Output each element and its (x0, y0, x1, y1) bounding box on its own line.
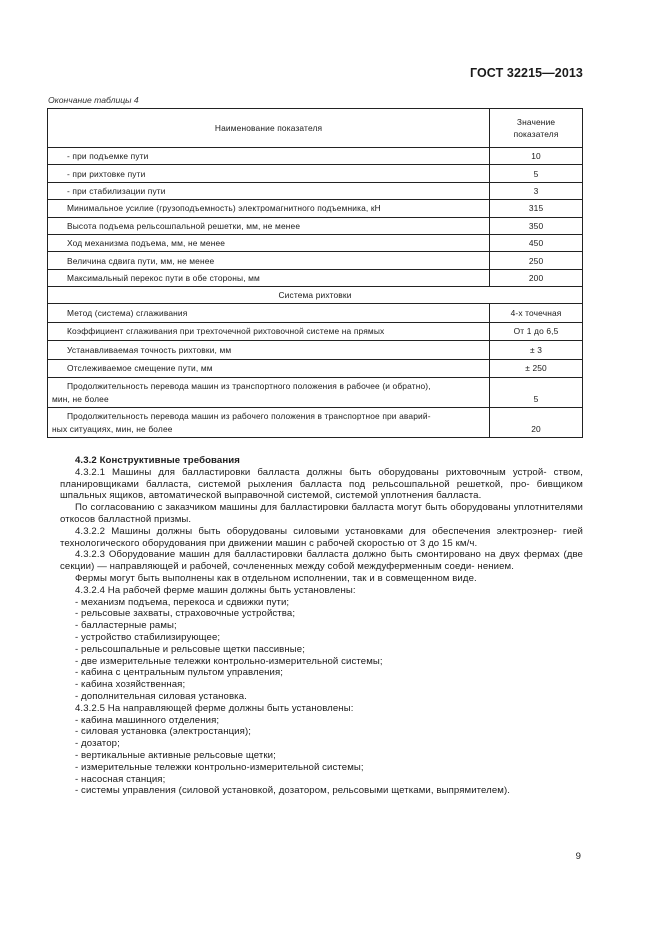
table-row (48, 182, 583, 199)
parameter-value: 200 (490, 269, 583, 286)
parameter-name: Минимальное усилие (грузоподъемность) электромагнитного подъемника, кН (48, 200, 490, 217)
parameter-value: 450 (490, 234, 583, 251)
list-item: - вертикальные активные рельсовые щетки; (75, 749, 276, 761)
parameter-value: 5 (490, 165, 583, 182)
column-header-value (490, 109, 583, 148)
table-row (48, 269, 583, 286)
parameter-value: 4-х точечная (490, 304, 583, 323)
table-row (48, 341, 583, 360)
list-item: - рельсовые захваты, страховочные устройства; (75, 608, 296, 620)
paragraph: 4.3.2.5 На направляющей ферме должны быть установлены: (75, 702, 354, 714)
table-row (48, 165, 583, 182)
table-caption: Окончание таблицы 4 (48, 95, 139, 105)
list-item: - насосная станция; (75, 773, 166, 785)
list-item: - балластерные рамы; (75, 620, 177, 632)
list-item: - рельсошпальные и рельсовые щетки пассивные; (75, 643, 305, 655)
parameter-value: 10 (490, 148, 583, 165)
parameter-name: Метод (система) сглаживания (48, 304, 490, 323)
parameter-name-line2: мин, не более (52, 393, 109, 404)
parameter-name: Устанавливаемая точность рихтовки, мм (48, 341, 490, 360)
list-item: - устройство стабилизирующее; (75, 631, 221, 643)
parameter-value: 315 (490, 200, 583, 217)
parameter-name: Максимальный перекос пути в обе стороны, мм (48, 269, 490, 286)
list-item: - кабина хозяйственная; (75, 679, 186, 691)
table-row (48, 200, 583, 217)
parameter-name: Ход механизма подъема, мм, не менее (48, 234, 490, 251)
paragraph: Фермы могут быть выполнены как в отдельном исполнении, так и в совмещенном виде. (75, 572, 477, 584)
parameter-name: Коэффициент сглаживания при трехточечной рихтовочной системе на прямых (48, 322, 490, 341)
parameter-name: - при рихтовке пути (48, 165, 490, 182)
paragraph: 4.3.2.2 Машины должны быть оборудованы силовыми установками для обеспечения электроэнер- гией технологического оборудования при движении машин с рабочей скоростью от 3 до 15 км/ч. (60, 525, 583, 549)
paragraph: 4.3.2.4 На рабочей ферме машин должны быть установлены: (75, 584, 356, 596)
parameter-value: ± 3 (490, 341, 583, 360)
parameter-name (48, 378, 490, 408)
body-text (60, 455, 583, 797)
parameter-name: Отслеживаемое смещение пути, мм (48, 359, 490, 378)
document-id: ГОСТ 32215—2013 (469, 66, 583, 80)
table-row (48, 217, 583, 234)
list-item: - дополнительная силовая установка. (75, 690, 247, 702)
table-row (48, 148, 583, 165)
page-number: 9 (575, 851, 581, 862)
table-row (48, 234, 583, 251)
list-item: - кабина машинного отделения; (75, 714, 220, 726)
parameter-name (48, 408, 490, 438)
parameter-name: - при подъемке пути (48, 148, 490, 165)
parameter-value: 250 (490, 252, 583, 269)
list-item: - две измерительные тележки контрольно-измерительной системы; (75, 655, 383, 667)
guiding-farm-list (60, 715, 583, 798)
parameter-name-line2: ных ситуациях, мин, не более (52, 423, 173, 434)
column-header-name: Наименование показателя (48, 109, 490, 148)
list-item: - кабина с центральным пультом управления; (75, 667, 284, 679)
list-item: - системы управления (силовой установкой, дозатором, рельсовыми щетками, выпрямителем). (75, 785, 511, 797)
working-farm-list (60, 597, 583, 703)
paragraph: По согласованию с заказчиком машины для балластировки балласта могут быть оборудованы уплотнителями откосов балластной призмы. (60, 502, 583, 525)
parameter-value: 3 (490, 182, 583, 199)
parameter-value: 20 (490, 408, 583, 438)
parameter-name-line1: Продолжительность перевода машин из рабочего положения в транспортное при аварий- (67, 411, 431, 422)
parameter-value: 350 (490, 217, 583, 234)
parameter-value: 5 (490, 378, 583, 408)
parameter-name: Величина сдвига пути, мм, не менее (48, 252, 490, 269)
list-item: - дозатор; (75, 738, 120, 750)
column-header-value-line1: Значение (516, 117, 556, 127)
table-row (48, 252, 583, 269)
parameter-name-line1: Продолжительность перевода машин из транспортного положения в рабочее (и обратно), (67, 381, 431, 392)
table-header-row (48, 109, 583, 148)
table-row (48, 322, 583, 341)
parameter-value: ± 250 (490, 359, 583, 378)
list-item: - механизм подъема, перекоса и сдвижки пути; (75, 596, 290, 608)
parameter-value: От 1 до 6,5 (490, 322, 583, 341)
paragraph: 4.3.2.1 Машины для балластировки балласта должны быть оборудованы рихтовочным устрой- ством, планировщиками балласта, системой рыхления балласта под рельсошпальной решеткой, про- бивщиком шпальных ящиков, автоматической выправочной системой, системой уплотнения балласта. (60, 466, 583, 502)
table-row (48, 378, 583, 408)
spec-table (47, 108, 583, 438)
list-item: - измерительные тележки контрольно-измерительной системы; (75, 761, 364, 773)
parameter-name: Высота подъема рельсошпальной решетки, мм, не менее (48, 217, 490, 234)
parameter-name: - при стабилизации пути (48, 182, 490, 199)
section-heading: 4.3.2 Конструктивные требования (75, 455, 240, 466)
table-row (48, 408, 583, 438)
section-title: Система рихтовки (48, 287, 583, 304)
table-row (48, 304, 583, 323)
table-row (48, 359, 583, 378)
column-header-value-line2: показателя (513, 129, 559, 139)
list-item: - силовая установка (электростанция); (75, 726, 251, 738)
table-section-row (48, 287, 583, 304)
paragraph: 4.3.2.3 Оборудование машин для балластировки балласта должно быть смонтировано на двух фермах (две секции) — направляющей и рабочей, сочлененных между собой междуферменным соеди- нением. (60, 549, 583, 573)
